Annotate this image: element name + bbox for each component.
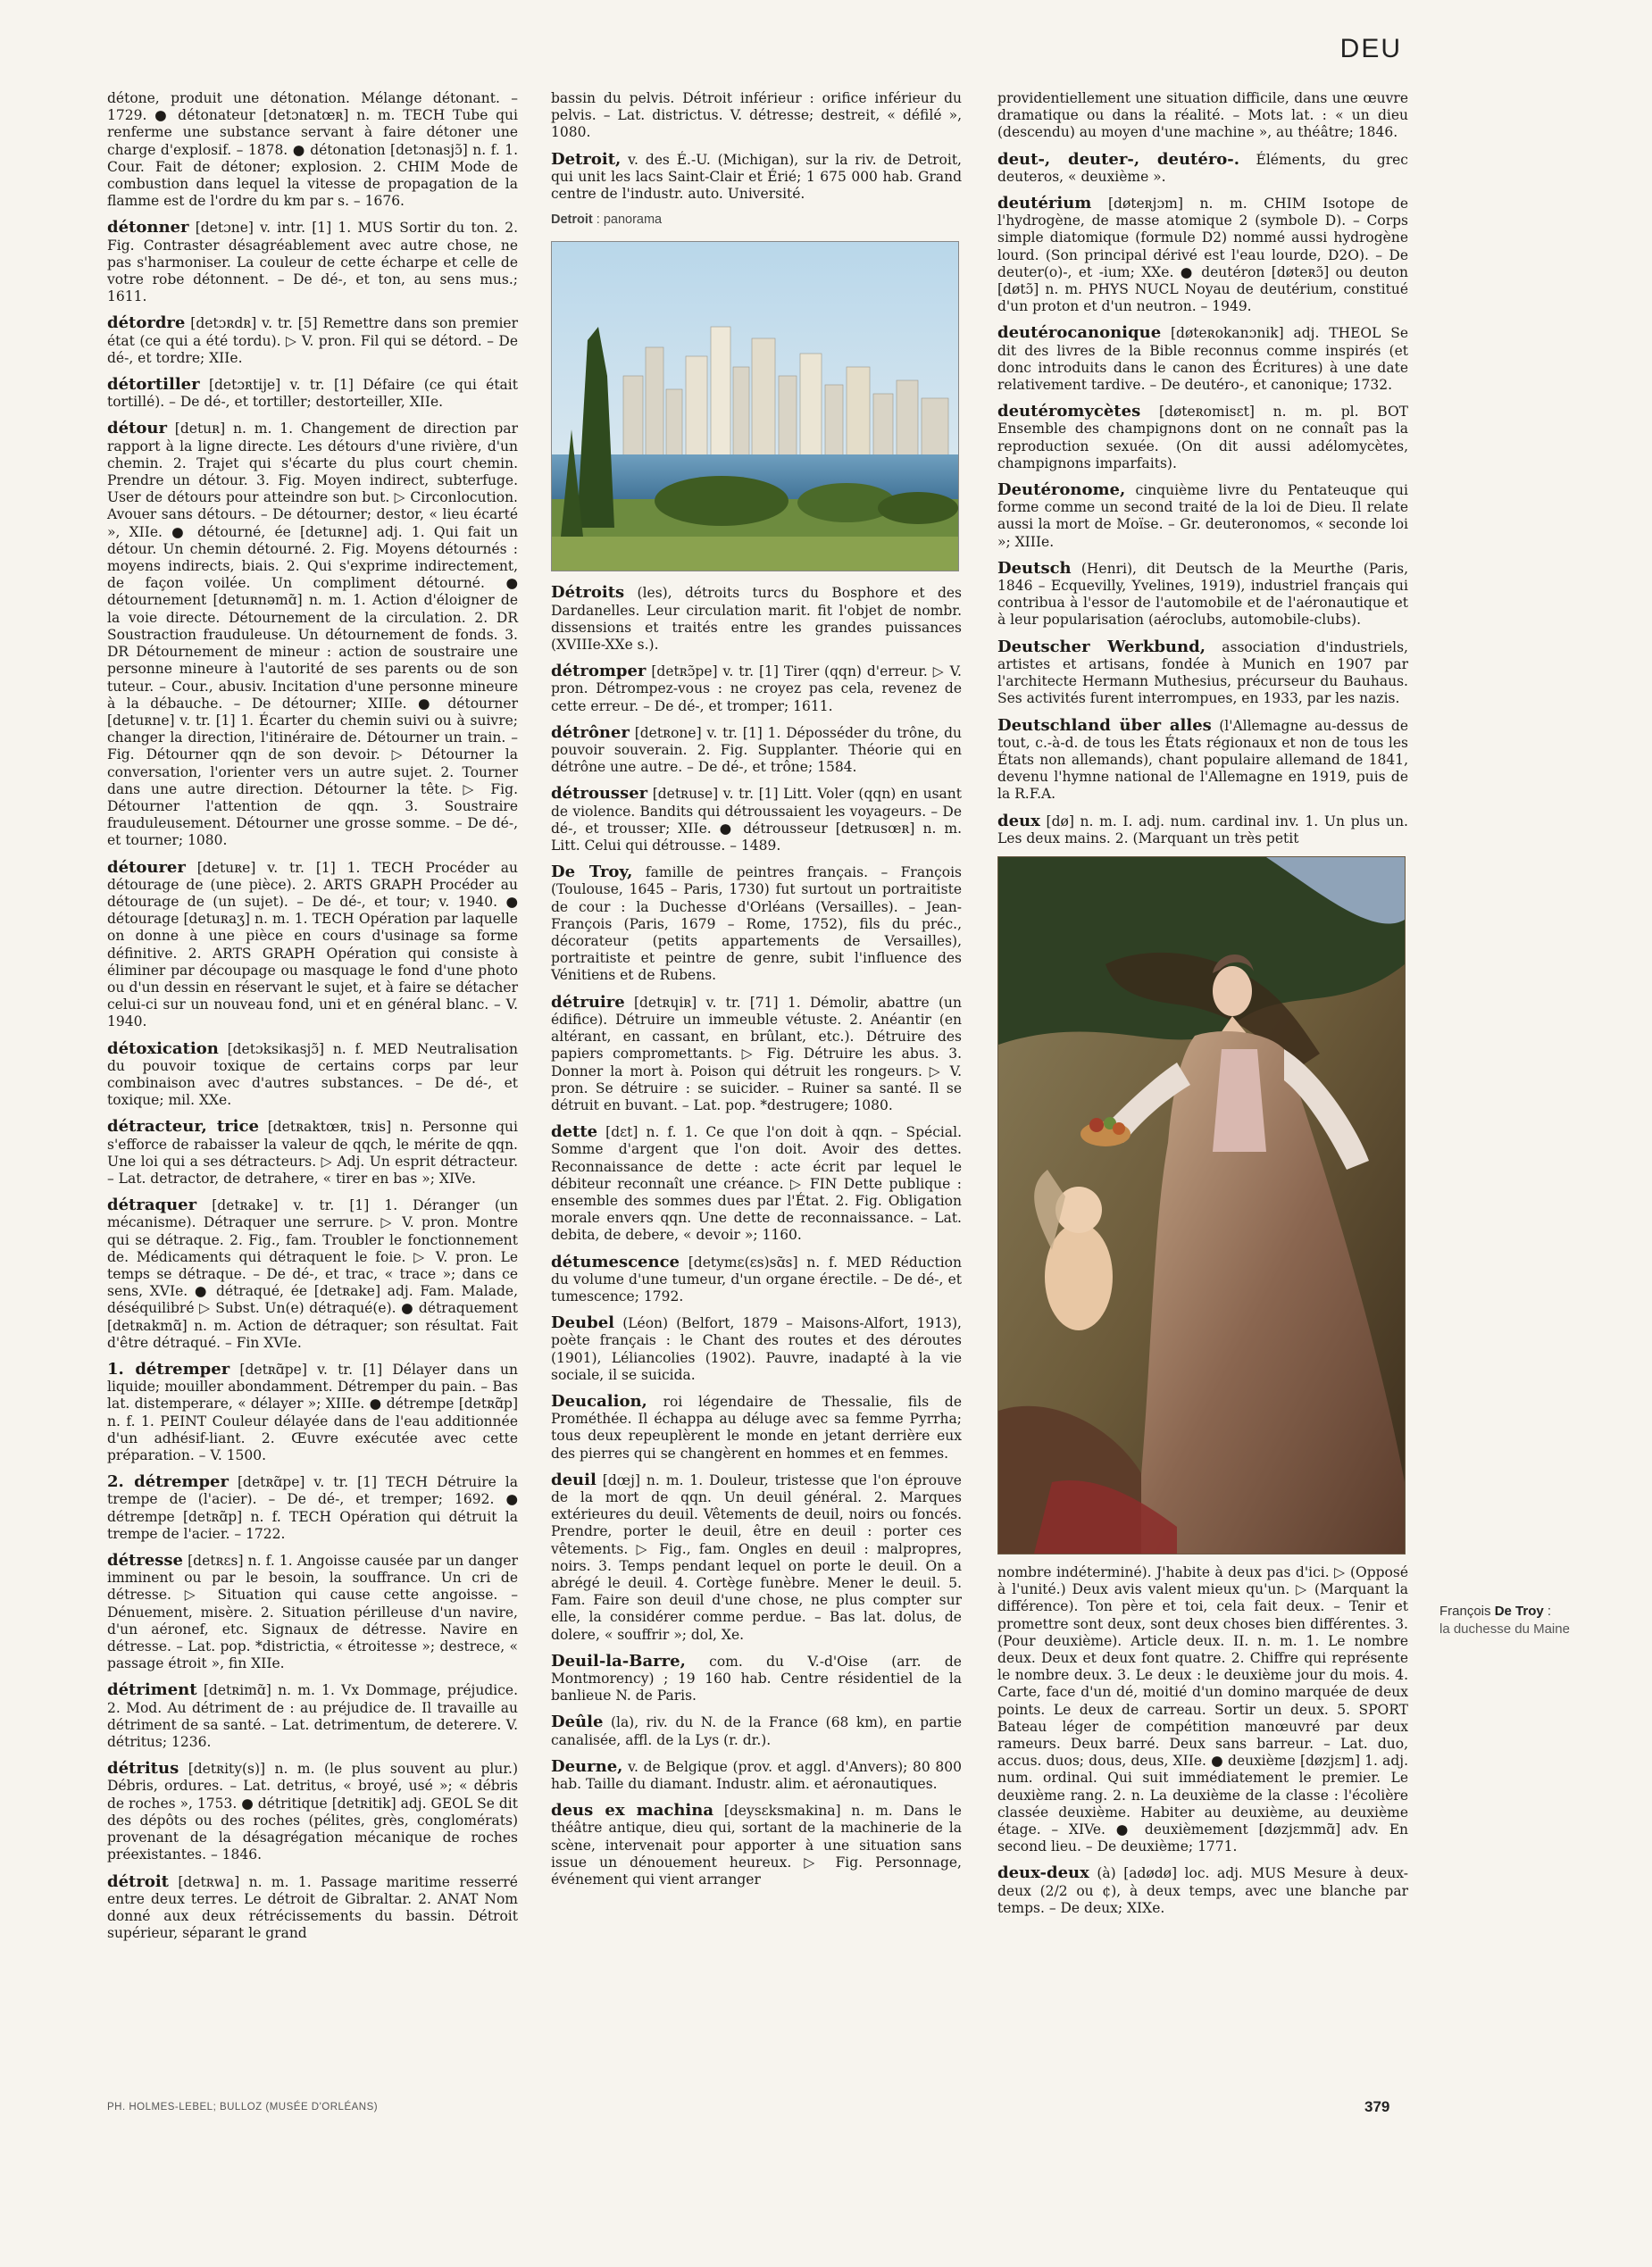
definition: [detʀuse] v. tr. [1] Litt. Voler (qqn) en usant de violence. Bandits qui détroussaient les voyageurs. – De dé-, et trousser; XIIe. ● détrousseur [detʀusœʀ] n. m. Litt. Celui qui détrousse. – 1489.	[551, 786, 962, 854]
headword: deux-deux	[997, 1863, 1089, 1883]
photo-caption-name: Detroit	[551, 213, 593, 228]
headword: détriment	[107, 1680, 197, 1700]
headword: détonner	[107, 218, 189, 238]
dictionary-entry	[551, 1802, 962, 1888]
dictionary-entry	[107, 1196, 518, 1352]
dictionary-entry	[551, 1713, 962, 1748]
headword: détruire	[551, 992, 625, 1012]
headword: deutérium	[997, 194, 1092, 213]
dictionary-entry	[551, 724, 962, 777]
headword: Deutscher Werkbund,	[997, 637, 1206, 656]
definition: [detɔʀdʀ] v. tr. [5] Remettre dans son premier état (ce qui a été tordu). ▷ V. pron. Fil qui se détord. – De dé-, et tordre; XIIe.	[107, 315, 518, 366]
definition: [døteʀokanɔnik] adj. THEOL Se dit des livres de la Bible reconnus comme inspirés (et donc introduits dans le canon des Écritures) à une date relativement tardive. – De deutéro-, et canonique; 1732.	[997, 325, 1409, 394]
definition: roi légendaire de Thessalie, fils de Prométhée. Il échappa au déluge avec sa femme Pyrrha; tous deux repeuplèrent le monde en jetant derrière eux des pierres qui se changèrent en hommes et en femmes.	[551, 1393, 962, 1462]
dictionary-entry	[551, 89, 962, 142]
definition: [detuʀe] v. tr. [1] 1. TECH Procéder au détourage de (une pièce). 2. ARTS GRAPH Procéder au détourage de (un sujet). – De dé-, et tour; v. 1940. ● détourage [detuʀaʒ] n. m. 1. TECH Opération par laquelle on donne à une pièce en cours d'usinage sa forme définitive. 2. ARTS GRAPH Opération qui consiste à éliminer par découpage ou masquage le fond d'une photo ou d'un dessin en réservant le sujet, et à faire se détacher celui-ci sur un nouveau fond, uni et en général blanc. – V. 1940.	[107, 859, 518, 1030]
definition: [dø] n. m. I. adj. num. cardinal inv. 1. Un plus un. Les deux mains. 2. (Marquant un très petit	[997, 813, 1408, 846]
dictionary-entry	[997, 195, 1408, 315]
definition: [detʀɑ̃pe] v. tr. [1] TECH Détruire la trempe de (l'acier). – De dé-, et tremper; 1692. ● détrempe [detʀɑ̃p] n. f. TECH Opération qui détruit la trempe de l'acier. – 1722.	[107, 1474, 519, 1542]
dictionary-entry	[551, 151, 962, 204]
definition: cinquième livre du Pentateuque qui forme comme un second traité de la loi de Dieu. Il relate aussi la mort de Moïse. – Gr. deuteronomos, « seconde loi »; XIIIe.	[997, 482, 1408, 550]
dictionary-entry	[107, 219, 518, 305]
dictionary-entry	[551, 1314, 962, 1384]
definition: [dœj] n. m. 1. Douleur, tristesse que l'on éprouve de la mort de qqn. Un deuil général. 2. Marques extérieures du deuil. Vêtements de deuil, noirs ou foncés. Prendre, porter le deuil, être en deuil : porter ces vêtements. ▷ Fig., fam. Ongles en deuil : malpropres, noirs. 3. Temps pendant lequel on porte le deuil. On a abrégé le deuil. 4. Cortège funèbre. Mener le deuil. 5. Fam. Faire son deuil d'une chose, ne plus compter sur elle, la considérer comme perdue. – Bas lat. dolus, de dolere, « souffrir »; dol, Xe.	[551, 1471, 962, 1643]
headword: 2. détremper	[107, 1472, 229, 1492]
dictionary-entry	[551, 1393, 962, 1463]
dictionary-entry	[107, 1118, 518, 1188]
definition: détone, produit une détonation. Mélange détonant. – 1729. ● détonateur [detɔnatœʀ] n. m. TECH Tube qui renferme une substance servant à faire détoner une charge d'explosif. – 1878. ● détonation [detɔnasjɔ̃] n. f. 1. Cour. Fait de détoner; explosion. 2. CHIM Mode de combustion dans lequel la vitesse de propagation de la flamme est de l'ordre du km par s. – 1676.	[107, 90, 518, 210]
definition: famille de peintres français. – François (Toulouse, 1645 – Paris, 1730) fut surtout un portraitiste de cour : la Duchesse d'Orléans (Versailles). – Jean-François (Paris, 1679 – Rome, 1752), fils du préc., décorateur (petits appartements de Versailles), portraitiste et peintre de genre, subit l'influence des Vénitiens et de Rubens.	[551, 864, 962, 984]
headword: détresse	[107, 1551, 184, 1571]
headword: détrousser	[551, 784, 648, 804]
definition: (la), riv. du N. de la France (68 km), en partie canalisée, affl. de la Lys (r. dr.).	[551, 1714, 962, 1748]
definition: (l'Allemagne au-dessus de tout, c.-à-d. de tous les États régionaux et non de tous les États non allemands), chant populaire allemand de 1841, devenu l'hymne national de l'Allemagne en 1919, puis de la R.F.A.	[997, 717, 1409, 803]
definition: [detɔʀtije] v. tr. [1] Défaire (ce qui était tortillé). – De dé-, et tortiller; destorteiller, XIIe.	[107, 377, 518, 411]
dictionary-entry	[107, 859, 518, 1031]
headword: Deubel	[551, 1313, 615, 1333]
dictionary-entry	[551, 863, 962, 984]
headword: Deûle	[551, 1713, 604, 1732]
definition: providentiellement une situation difficile, dans une œuvre dramatique ou dans la réalité. – Mots lat. : « un dieu (descendu) au moyen d'une machine », au théâtre; 1846.	[997, 90, 1408, 141]
headword: Deuil-la-Barre,	[551, 1651, 686, 1671]
headword: Deurne,	[551, 1756, 623, 1776]
portrait-caption-name	[1439, 1603, 1618, 1621]
dictionary-entry	[107, 89, 518, 210]
dictionary-entry	[107, 1361, 518, 1464]
definition: [detɔne] v. intr. [1] 1. MUS Sortir du ton. 2. Fig. Contraster désagréablement avec autre chose, ne pas s'harmoniser. La couleur de cette écharpe et celle de votre robe détonnent. – De dé-, et ton, au sens mus.; 1611.	[107, 220, 518, 305]
dictionary-entry	[107, 1040, 518, 1110]
headword: Detroit,	[551, 149, 622, 169]
headword: Deutsch	[997, 558, 1072, 578]
headword: deux	[997, 811, 1040, 830]
dictionary-entry	[551, 994, 962, 1114]
dictionary-entry	[107, 1873, 518, 1943]
headword: détordre	[107, 313, 186, 333]
detroit-panorama-photo	[551, 241, 959, 571]
portrait-caption	[1439, 1603, 1618, 1638]
dictionary-entry	[107, 1681, 518, 1751]
headword: détromper	[551, 662, 647, 681]
definition: (les), détroits turcs du Bosphore et des Dardanelles. Leur circulation marit. fit l'objet de nombr. dissensions et traités entre les grandes puissances (XVIIIe-XXe s.).	[551, 585, 963, 654]
dictionary-entry	[997, 560, 1408, 629]
definition: [deysɛksmakina] n. m. Dans le théâtre antique, dieu qui, sortant de la machinerie de la scène, intervenait pour apporter à une situation sans issue un dénouement heureux. ▷ Fig. Personnage, événement qui vient arranger	[551, 1803, 962, 1888]
definition: [detʀɑ̃pe] v. tr. [1] Délayer dans un liquide; mouiller abondamment. Détremper du pain. – Bas lat. distemperare, « délayer »; XIIIe. ● détrempe [detʀɑ̃p] n. f. 1. PEINT Couleur délayée dans de l'eau additionnée d'un adhésif-liant. 2. Œuvre exécutée avec cette préparation. – V. 1500.	[107, 1362, 518, 1464]
definition: [detʀimɑ̃] n. m. 1. Vx Dommage, préjudice. 2. Mod. Au détriment de : au préjudice de. Il travaille au détriment de sa santé. – Lat. detrimentum, de deterere. V. détritus; 1236.	[107, 1682, 518, 1751]
dictionary-entry	[551, 1123, 962, 1244]
page-number: 379	[1364, 2098, 1390, 2115]
headword: détoxication	[107, 1038, 219, 1058]
headword: détrôner	[551, 722, 630, 742]
dictionary-entry	[997, 1864, 1408, 1917]
definition: Éléments, du grec deuteros, « deuxième ».	[997, 151, 1408, 185]
definition: [detʀaktœʀ, tʀis] n. Personne qui s'efforce de rabaisser la valeur de qqch, le mérite de qqn. Une loi qui a ses détracteurs. ▷ Adj. Un esprit détracteur. – Lat. detractor, de detrahere, « tirer en bas »; XIVe.	[107, 1119, 518, 1187]
dictionary-entry	[997, 403, 1408, 472]
dictionary-entry	[107, 420, 518, 849]
headword: dette	[551, 1122, 598, 1142]
definition: [detʀwa] n. m. 1. Passage maritime resserré entre deux terres. Le détroit de Gibraltar. 2. ANAT Nom donné aux deux rétrécissements du bassin. Détroit supérieur, séparant le grand	[107, 1873, 518, 1942]
definition: association d'industriels, artistes et artisans, fondée à Munich en 1907 par l'architecte Hermann Muthesius, précurseur du Bauhaus. Ses activités furent interrompues, en 1933, par les nazis.	[997, 638, 1408, 707]
definition: [detɔksikasjɔ̃] n. f. MED Neutralisation du pouvoir toxique de certains corps par leur combinaison avec d'autres substances. – De dé-, et toxique; mil. XXe.	[107, 1040, 518, 1109]
definition: (Léon) (Belfort, 1879 – Maisons-Alfort, 1913), poète français : le Chant des routes et des déroutes (1901), Léliancolies (1902). Pauvre, inadapté à la vie sociale, il se suicida.	[551, 1315, 962, 1383]
headword: deutérocanonique	[997, 323, 1162, 343]
definition: v. des É.-U. (Michigan), sur la riv. de Detroit, qui unit les lacs Saint-Clair et Érié; 1 675 000 hab. Grand centre de l'industr. auto. Université.	[551, 151, 962, 203]
definition: [dɛt] n. f. 1. Ce que l'on doit à qqn. – Spécial. Somme d'argent que l'on doit. Avoir des dettes. Reconnaissance de dette : acte écrit par lequel le débiteur reconnaît une créance. ▷ FIN Dette publique : ensemble des sommes dues par l'État. 2. Fig. Obligation morale envers qqn. Une dette de reconnaissance. – Lat. debita, de debere, « devoir »; 1160.	[551, 1124, 962, 1244]
headword: détracteur, trice	[107, 1117, 259, 1137]
dictionary-entry	[997, 638, 1408, 708]
dictionary-entry	[551, 584, 962, 654]
definition: [detʀɥiʀ] v. tr. [71] 1. Démolir, abattre (un édifice). Détruire un immeuble vétuste. 2. Anéantir (en altérant, en cassant, en brûlant, etc.). Détruire des papiers compromettants. ▷ Fig. Détruire les abus. 3. Donner la mort à. Poison qui détruit les rongeurs. ▷ V. pron. Se détruire : se suicider. – Ruiner sa santé. Il se détruit en buvant. – Lat. pop. *destrugere; 1080.	[551, 994, 962, 1113]
column-2	[551, 89, 962, 1897]
definition: [detʀity(s)] n. m. (le plus souvent au plur.) Débris, ordures. – Lat. detritus, « broyé, usé »; « débris de roches », 1753. ● détritique [detʀitik] adj. GEOL Se dit des dépôts ou des roches (pélites, grès, conglomérats) provenant de la désagrégation mécanique de roches préexistantes. – 1846.	[107, 1761, 519, 1863]
portrait-caption-subtitle: la duchesse du Maine	[1439, 1621, 1570, 1637]
headword: deut-, deuter-, deutéro-.	[997, 149, 1240, 169]
headword: deuil	[551, 1470, 597, 1489]
definition: [detʀɔ̃pe] v. tr. [1] Tirer (qqn) d'erreur. ▷ V. pron. Détrompez-vous : ne croyez pas cela, revenez de cette erreur. – De dé-, et tromper; 1611.	[551, 663, 962, 714]
dictionary-entry	[107, 1473, 518, 1543]
portrait-caption-name-suffix: :	[1543, 1604, 1552, 1619]
definition: (à) [adødø] loc. adj. MUS Mesure à deux-deux (2/2 ou ¢), à deux temps, avec une blanche par temps. – De deux; XIXe.	[997, 1865, 1408, 1916]
headword: détumescence	[551, 1252, 680, 1271]
definition: [døteʀjɔm] n. m. CHIM Isotope de l'hydrogène, de masse atomique 2 (symbole D). – Corps simple diatomique (formule D2) nommé aussi hydrogène lourd. (Son principal dérivé est l'eau lourde, D2O). – De deuter(o)-, et -ium; XXe. ● deutéron [døteʀɔ̃] ou deuton [døtɔ̃] n. m. PHYS NUCL Noyau de deutérium, constitué d'un proton et d'un neutron. – 1949.	[997, 196, 1408, 315]
portrait-caption-name-bold: De Troy	[1494, 1604, 1544, 1619]
definition: [detʀake] v. tr. [1] 1. Déranger (un mécanisme). Détraquer une serrure. ▷ V. pron. Montre qui se détraque. 2. Fig., fam. Troubler le fonctionnement de. Médicaments qui détraquent le foie. ▷ V. pron. Le temps se détraque. – De dé-, et trac, « trace »; dans ce sens, XVIe. ● détraqué, ée [detʀake] adj. Fam. Malade, déséquilibré ▷ Subst. Un(e) détraqué(e). ● détraquement [detʀakmɑ̃] n. m. Action de détraquer; son résultat. Fait d'être détraqué. – Fin XVIe.	[107, 1197, 518, 1351]
headword: Deucalion,	[551, 1391, 647, 1411]
guide-word: DEU	[1339, 34, 1402, 63]
photo-credit: PH. HOLMES-LEBEL; BULLOZ (MUSÉE D'ORLÉANS)	[107, 2102, 379, 2113]
dictionary-entry	[107, 1552, 518, 1672]
headword: deutéromycètes	[997, 402, 1141, 421]
headword: De Troy,	[551, 863, 633, 882]
photo-caption-text: : panorama	[592, 213, 663, 228]
portrait-caption-name-prefix: François	[1439, 1604, 1491, 1619]
definition: [døteʀomisɛt] n. m. pl. BOT Ensemble des champignons dont on ne connaît pas la reproduction sexuée. (On dit aussi adélomycètes, champignons imparfaits).	[997, 404, 1408, 471]
definition: v. de Belgique (prov. et aggl. d'Anvers); 80 800 hab. Taille du diamant. Industr. alim. et aéronautiques.	[551, 1758, 962, 1793]
dictionary-entry	[107, 1760, 518, 1863]
dictionary-entry	[997, 481, 1408, 551]
definition: bassin du pelvis. Détroit inférieur : orifice inférieur du pelvis. – Lat. districtus. V. détresse; destreit, « défilé », 1080.	[551, 90, 962, 141]
dictionary-entry	[997, 151, 1408, 186]
definition: [detʀone] v. tr. [1] 1. Déposséder du trône, du pouvoir souverain. 2. Fig. Supplanter. Théorie qui en détrône une autre. – De dé-, et trône; 1584.	[551, 724, 962, 776]
headword: détritus	[107, 1759, 179, 1779]
headword: Deutéronome,	[997, 480, 1126, 500]
definition: (Henri), dit Deutsch de la Meurthe (Paris, 1846 – Ecquevilly, Yvelines, 1919), industriel français qui contribua à l'essor de l'automobile et de l'aéronautique et à leur popularisation (aéroclubs, automobile-clubs).	[997, 560, 1408, 629]
definition: [detʀɛs] n. f. 1. Angoisse causée par un danger imminent ou par le besoin, la souffrance. Un cri de détresse. ▷ Situation qui cause cette angoisse. – Dénuement, misère. 2. Situation périlleuse d'un navire, d'un aéronef, etc. Signaux de détresse. Navire en détresse. – Lat. pop. *districtia, « étroitesse »; destrece, « passage étroit », fin XIIe.	[107, 1553, 518, 1672]
dictionary-entry	[551, 785, 962, 854]
dictionary-entry	[551, 663, 962, 715]
dictionary-entry	[551, 1653, 962, 1705]
photo-caption	[551, 212, 962, 229]
dictionary-entry	[551, 1471, 962, 1644]
headword: détour	[107, 419, 167, 438]
dictionary-entry	[997, 813, 1408, 847]
duchesse-du-maine-portrait	[997, 856, 1406, 1554]
dictionary-entry	[997, 717, 1408, 804]
headword: deus ex machina	[551, 1801, 714, 1821]
definition: nombre indéterminé). J'habite à deux pas d'ici. ▷ (Opposé à l'unité.) Deux avis valent mieux qu'un. ▷ (Marquant la différence). Ton père et toi, cela fait deux. – Tenir et promettre sont deux, sont deux choses bien différentes. 3. (Pour deuxième). Article deux. II. n. m. 1. Le nombre deux. Deux et deux font quatre. 2. Chiffre qui représente le nombre deux. 3. Le deux : le deuxième jour du mois. 4. Carte, face d'un dé, moitié d'un domino marquée de deux points. Le deux de carreau. Sortir un deux. 5. SPORT Bateau léger de compétition manœuvré par deux rameurs. Deux barré. Deux sans barreur. – Lat. duo, accus. duos; dous, deus, XIIe. ● deuxième [døzjɛm] 1. adj. num. ordinal. Qui suit immédiatement le premier. Le deuxième rang. 2. n. La deuxième de la classe : l'écolière classée deuxième. Habiter au deuxième, au deuxième étage. – XIVe. ● deuxièmement [døzjɛmmɑ̃] adv. En second lieu. – De deuxième; 1771.	[997, 1563, 1408, 1855]
headword: détourer	[107, 857, 186, 877]
headword: détortiller	[107, 375, 200, 395]
definition: [detuʀ] n. m. 1. Changement de direction par rapport à la ligne directe. Les détours d'une rivière, d'un chemin. 2. Trajet qui s'écarte du plus court chemin. Prendre un détour. 3. Fig. Moyen indirect, subterfuge. User de détours pour atteindre son but. ▷ Circonlocution. Avouer sans détours. – De détourner; destor, « lieu écarté », XIIe. ● détourné, ée [detuʀne] adj. 1. Qui fait un détour. Un chemin détourné. 2. Fig. Moyens détournés : moyens indirects, biais. 2. Qui s'exprime indirectement, de façon voilée. Un compliment détourné. ● détournement [detuʀnəmɑ̃] n. m. 1. Action d'éloigner de la voie directe. Détournement de la circulation. 2. DR Soustraction frauduleuse. Un détournement de fonds. 3. DR Détournement de mineur : action de soustraire une personne mineure à l'autorité de ses parents ou de son tuteur. – Cour., abusiv. Incitation d'une personne mineure à la débauche. – De détourner; XIIIe. ● détourner [detuʀne] v. tr. [1] 1. Écarter du chemin suivi ou à suivre; changer la direction, l'itinéraire de. Détourner un train. – Fig. Détourner qqn de son devoir. ▷ Détourner la conversation, l'orienter vers un autre sujet. 2. Tourner dans une autre direction. Détourner la tête. ▷ Fig. Détourner l'attention de qqn. 3. Soustraire frauduleusement. Détourner une grosse somme. – De dé-, et tourner; 1080.	[107, 421, 518, 849]
dictionary-entry	[107, 314, 518, 367]
dictionary-entry	[107, 376, 518, 411]
dictionary-entry	[551, 1254, 962, 1306]
dictionary-entry	[997, 1563, 1408, 1855]
column-1	[107, 89, 518, 1951]
dictionary-entry	[551, 1758, 962, 1793]
definition: com. du V.-d'Oise (arr. de Montmorency) ; 19 160 hab. Centre résidentiel de la banlieue N. de Paris.	[551, 1653, 962, 1704]
headword: 1. détremper	[107, 1360, 230, 1379]
dictionary-entry	[997, 324, 1408, 394]
headword: détraquer	[107, 1196, 197, 1215]
headword: Deutschland über alles	[997, 715, 1212, 735]
headword: détroit	[107, 1871, 169, 1891]
dictionary-entry	[997, 89, 1408, 142]
column-3	[997, 89, 1408, 1926]
headword: Détroits	[551, 583, 625, 603]
definition: [detymɛ(ɛs)sɑ̃s] n. f. MED Réduction du volume d'une tumeur, d'un organe érectile. – De dé-, et tumescence; 1792.	[551, 1254, 962, 1304]
